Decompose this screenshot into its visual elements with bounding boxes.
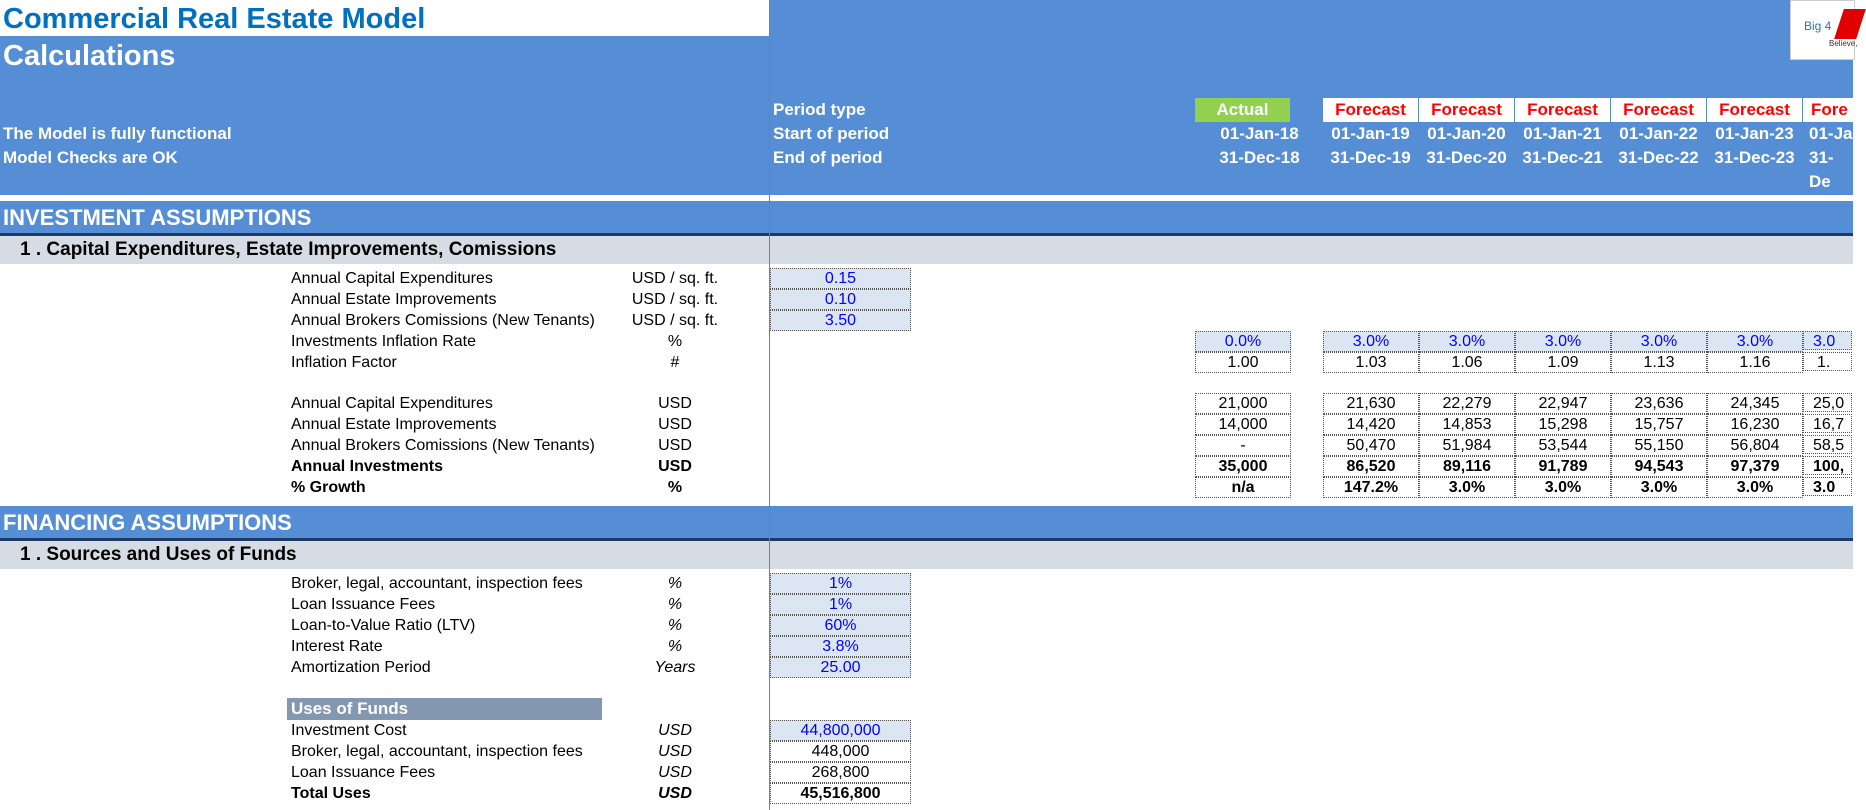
broker-fees-input[interactable]: 1% [770, 573, 911, 594]
capex-subsection-title: 1 . Capital Expenditures, Estate Improvements, Comissions [20, 239, 557, 260]
estate-improvements-cell: 15,757 [1611, 414, 1707, 435]
broker-comissions-cell: - [1195, 435, 1291, 456]
period-end: 31-Dec-18 [1219, 148, 1300, 167]
estate-improvements-cell: 14,853 [1419, 414, 1515, 435]
broker-comissions-cell: 53,544 [1515, 435, 1611, 456]
broker-comissions-cell: 58,5 [1803, 435, 1852, 454]
period-type-actual: Actual [1195, 98, 1290, 122]
annual-investments-cell: 91,789 [1515, 456, 1611, 477]
broker-fees-value: 448,000 [770, 741, 911, 762]
estate-improvements-cell: 16,230 [1707, 414, 1803, 435]
period-type-label: Period type [773, 100, 866, 119]
inflation-factor-cell: 1. [1803, 352, 1852, 371]
capex-cell: 22,947 [1515, 393, 1611, 414]
period-start: 01-Jan-19 [1331, 124, 1410, 143]
inflation-rate-cell[interactable]: 3.0 [1803, 331, 1852, 350]
investment-cost-input[interactable]: 44,800,000 [770, 720, 911, 741]
row-unit: USD / sq. ft. [631, 291, 719, 308]
row-unit: USD [658, 785, 692, 802]
broker-comissions-cell: 55,150 [1611, 435, 1707, 456]
inflation-rate-cell[interactable]: 3.0% [1323, 331, 1419, 352]
period-end: 31-Dec-20 [1426, 148, 1507, 167]
period-start: 01-Ja [1809, 124, 1853, 143]
estate-improvements-input[interactable]: 0.10 [770, 289, 911, 310]
amortization-period-input[interactable]: 25.00 [770, 657, 911, 678]
estate-improvements-cell: 14,420 [1323, 414, 1419, 435]
row-unit: % [667, 575, 683, 592]
row-label: Annual Investments [291, 458, 444, 475]
inflation-factor-cell: 1.09 [1515, 352, 1611, 373]
ltv-input[interactable]: 60% [770, 615, 911, 636]
growth-cell: 3.0% [1419, 477, 1515, 498]
capex-cell: 25,0 [1803, 393, 1852, 412]
capex-subsection [0, 236, 1853, 264]
annual-investments-cell: 35,000 [1195, 456, 1291, 477]
row-unit: Years [654, 659, 696, 676]
row-label: % Growth [291, 479, 366, 496]
period-end: 31-Dec-22 [1618, 148, 1699, 167]
logo-text: Big 4 [1804, 19, 1832, 33]
annual-investments-cell: 100, [1803, 456, 1852, 475]
inflation-factor-cell: 1.00 [1195, 352, 1291, 373]
sources-uses-subsection [0, 541, 1853, 569]
growth-cell: 3.0% [1611, 477, 1707, 498]
row-label: Amortization Period [291, 659, 431, 676]
row-label: Broker, legal, accountant, inspection fees [291, 575, 583, 592]
inflation-factor-cell: 1.13 [1611, 352, 1707, 373]
row-label: Annual Estate Improvements [291, 291, 497, 308]
investment-section-title: INVESTMENT ASSUMPTIONS [3, 205, 312, 230]
period-type-forecast: Forecast [1323, 98, 1418, 122]
row-unit: USD [658, 437, 692, 454]
row-unit: % [667, 333, 683, 350]
freeze-pane-divider [769, 0, 770, 810]
row-label: Annual Estate Improvements [291, 416, 497, 433]
row-unit: USD [658, 395, 692, 412]
row-unit: USD [658, 743, 692, 760]
row-label: Annual Capital Expenditures [291, 270, 493, 287]
period-end: 31-Dec-21 [1522, 148, 1603, 167]
loan-issuance-fees-value: 268,800 [770, 762, 911, 783]
row-label: Investments Inflation Rate [291, 333, 476, 350]
capex-cell: 24,345 [1707, 393, 1803, 414]
capex-input[interactable]: 0.15 [770, 268, 911, 289]
inflation-factor-cell: 1.03 [1323, 352, 1419, 373]
row-unit: USD / sq. ft. [631, 270, 719, 287]
total-uses-value: 45,516,800 [770, 783, 911, 804]
capex-cell: 22,279 [1419, 393, 1515, 414]
logo-tagline: Believe, [1829, 39, 1858, 48]
eagle-icon [1834, 9, 1866, 39]
growth-cell: 3.0% [1707, 477, 1803, 498]
status-functional: The Model is fully functional [3, 124, 232, 143]
row-label: Loan Issuance Fees [291, 596, 436, 613]
row-label: Investment Cost [291, 722, 407, 739]
model-title: Commercial Real Estate Model [3, 3, 426, 35]
period-start: 01-Jan-23 [1715, 124, 1794, 143]
row-unit: % [667, 638, 683, 655]
growth-cell: 3.0% [1515, 477, 1611, 498]
period-start: 01-Jan-21 [1523, 124, 1602, 143]
annual-investments-cell: 89,116 [1419, 456, 1515, 477]
start-of-period-label: Start of period [773, 124, 890, 143]
period-start: 01-Jan-22 [1619, 124, 1698, 143]
period-type-forecast: Forecast [1707, 98, 1802, 122]
row-unit: % [667, 479, 683, 496]
row-unit: % [667, 617, 683, 634]
annual-investments-cell: 97,379 [1707, 456, 1803, 477]
company-logo [1790, 0, 1858, 60]
uses-of-funds-title: Uses of Funds [291, 699, 409, 718]
row-label: Loan Issuance Fees [291, 764, 436, 781]
row-unit: # [670, 354, 680, 371]
broker-comissions-cell: 56,804 [1707, 435, 1803, 456]
uses-of-funds-header [287, 698, 602, 720]
period-type-forecast: Fore [1803, 98, 1853, 122]
inflation-rate-cell[interactable]: 3.0% [1419, 331, 1515, 352]
broker-comissions-cell: 50,470 [1323, 435, 1419, 456]
row-unit: % [667, 596, 683, 613]
sources-uses-subsection-title: 1 . Sources and Uses of Funds [20, 544, 297, 565]
inflation-factor-cell: 1.06 [1419, 352, 1515, 373]
period-type-forecast: Forecast [1419, 98, 1514, 122]
period-end: 31-De [1809, 148, 1834, 191]
inflation-rate-cell[interactable]: 3.0% [1707, 331, 1803, 352]
growth-cell: 147.2% [1323, 477, 1419, 498]
annual-investments-cell: 86,520 [1323, 456, 1419, 477]
row-label: Annual Brokers Comissions (New Tenants) [291, 437, 595, 454]
row-unit: USD / sq. ft. [631, 312, 719, 329]
inflation-rate-cell[interactable]: 0.0% [1195, 331, 1291, 352]
estate-improvements-cell: 15,298 [1515, 414, 1611, 435]
period-end: 31-Dec-23 [1714, 148, 1795, 167]
period-type-forecast: Forecast [1611, 98, 1706, 122]
financing-section-title: FINANCING ASSUMPTIONS [3, 510, 292, 535]
growth-cell: n/a [1195, 477, 1291, 498]
interest-rate-input[interactable]: 3.8% [770, 636, 911, 657]
loan-issuance-fees-input[interactable]: 1% [770, 594, 911, 615]
inflation-rate-cell[interactable]: 3.0% [1515, 331, 1611, 352]
estate-improvements-cell: 16,7 [1803, 414, 1852, 433]
row-label: Total Uses [291, 785, 371, 802]
capex-cell: 21,000 [1195, 393, 1291, 414]
end-of-period-label: End of period [773, 148, 883, 167]
header-band-right [770, 0, 1853, 36]
row-unit: USD [658, 722, 692, 739]
row-label: Interest Rate [291, 638, 383, 655]
period-end: 31-Dec-19 [1330, 148, 1411, 167]
row-label: Broker, legal, accountant, inspection fees [291, 743, 583, 760]
annual-investments-cell: 94,543 [1611, 456, 1707, 477]
sheet-title: Calculations [3, 40, 176, 72]
inflation-rate-cell[interactable]: 3.0% [1611, 331, 1707, 352]
period-start: 01-Jan-18 [1220, 124, 1299, 143]
row-label: Inflation Factor [291, 354, 397, 371]
row-label: Annual Brokers Comissions (New Tenants) [291, 312, 595, 329]
row-label: Loan-to-Value Ratio (LTV) [291, 617, 476, 634]
row-unit: USD [658, 416, 692, 433]
status-checks: Model Checks are OK [3, 148, 178, 167]
period-start: 01-Jan-20 [1427, 124, 1506, 143]
broker-comissions-input[interactable]: 3.50 [770, 310, 911, 331]
row-label: Annual Capital Expenditures [291, 395, 493, 412]
row-unit: USD [658, 458, 692, 475]
broker-comissions-cell: 51,984 [1419, 435, 1515, 456]
capex-cell: 23,636 [1611, 393, 1707, 414]
period-type-forecast: Forecast [1515, 98, 1610, 122]
row-unit: USD [658, 764, 692, 781]
capex-cell: 21,630 [1323, 393, 1419, 414]
inflation-factor-cell: 1.16 [1707, 352, 1803, 373]
growth-cell: 3.0 [1803, 477, 1852, 496]
estate-improvements-cell: 14,000 [1195, 414, 1291, 435]
